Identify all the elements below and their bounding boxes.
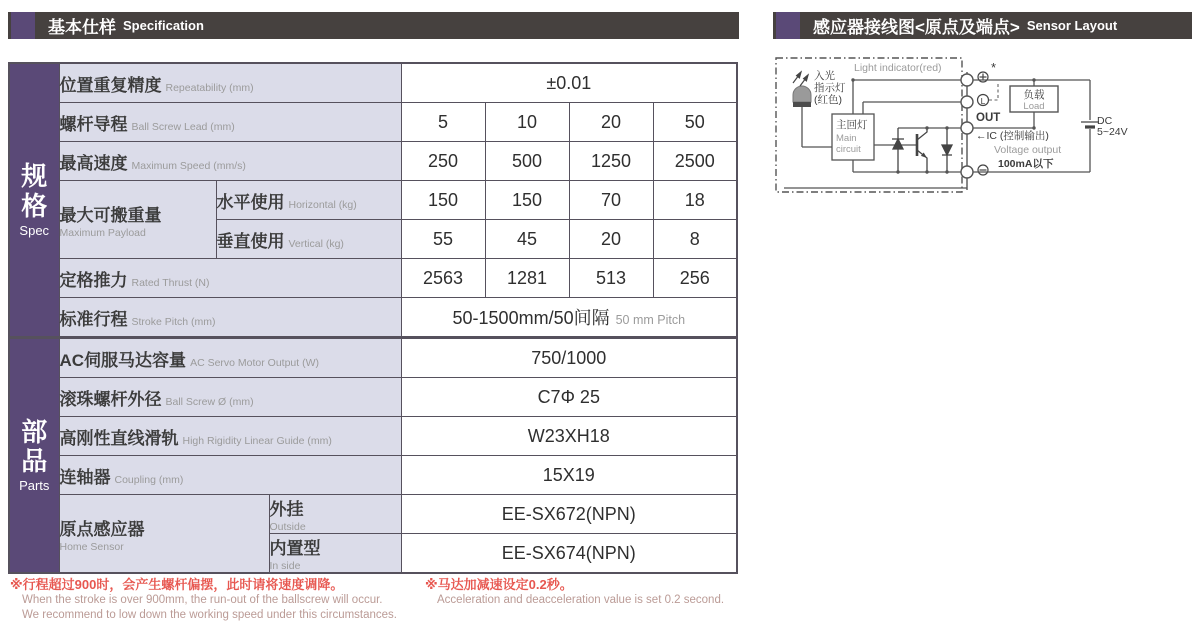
led-label-zh1: 入光 bbox=[814, 70, 835, 82]
value-cell: 150 bbox=[485, 181, 569, 220]
main-circuit-en1: Main bbox=[836, 133, 857, 144]
label-coupling: 连轴器 Coupling (mm) bbox=[59, 456, 401, 495]
led-label-zh3: (红色) bbox=[814, 94, 842, 106]
value-servo-output: 750/1000 bbox=[401, 338, 737, 378]
label-inside: 内置型 In side bbox=[269, 534, 401, 574]
label-max-payload: 最大可搬重量 Maximum Payload bbox=[59, 181, 216, 259]
label-servo-output: AC伺服马达容量 AC Servo Motor Output (W) bbox=[59, 338, 401, 378]
zener-diode-icon bbox=[942, 128, 952, 172]
spec-header-title-en: Specification bbox=[123, 18, 204, 33]
terminal-minus bbox=[961, 166, 973, 178]
led-icon bbox=[793, 86, 811, 107]
value-cell: 513 bbox=[569, 259, 653, 298]
row-max-speed bbox=[9, 142, 737, 181]
value-cell: 500 bbox=[485, 142, 569, 181]
value-stroke-pitch: 50-1500mm/50间隔 50 mm Pitch bbox=[401, 298, 737, 338]
label-rated-thrust: 定格推力 Rated Thrust (N) bbox=[59, 259, 401, 298]
row-home-sensor-outside bbox=[9, 495, 737, 534]
voltage-output-label: Voltage output bbox=[994, 144, 1062, 156]
value-cell: 256 bbox=[653, 259, 737, 298]
footnote-acceleration-en1: Acceleration and deacceleration value is set 0.2 second. bbox=[437, 594, 725, 606]
value-cell: 10 bbox=[485, 103, 569, 142]
footnote-stroke bbox=[10, 576, 397, 623]
terminal-plus bbox=[961, 74, 973, 86]
row-ball-screw-dia bbox=[9, 378, 737, 417]
main-circuit-zh: 主回灯 bbox=[836, 119, 868, 131]
label-outside: 外挂 Outside bbox=[269, 495, 401, 534]
row-coupling bbox=[9, 456, 737, 495]
footnote-stroke-en1: When the stroke is over 900mm, the run-out of the ballscrew will occur. bbox=[22, 594, 383, 606]
load-label-zh: 负载 bbox=[1023, 89, 1045, 101]
value-cell: 45 bbox=[485, 220, 569, 259]
main-circuit-en2: circuit bbox=[836, 144, 861, 155]
row-servo-output bbox=[9, 338, 737, 378]
value-cell: 1250 bbox=[569, 142, 653, 181]
spec-table bbox=[8, 62, 738, 338]
value-coupling: 15X19 bbox=[401, 456, 737, 495]
out-label: OUT bbox=[976, 112, 1001, 124]
dc-label: DC bbox=[1097, 115, 1113, 127]
spec-header-bar bbox=[8, 12, 739, 39]
value-outside-sensor: EE-SX672(NPN) bbox=[401, 495, 737, 534]
dc-voltage-label: 5~24V bbox=[1097, 126, 1128, 138]
incident-light-arrows-icon bbox=[793, 72, 808, 86]
value-cell: 5 bbox=[401, 103, 485, 142]
sidebar-spec: 规 格 Spec bbox=[9, 63, 59, 337]
label-stroke-pitch: 标准行程 Stroke Pitch (mm) bbox=[59, 298, 401, 338]
row-ball-screw-lead bbox=[9, 103, 737, 142]
ic-control-output-label: ←IC (控制输出) bbox=[976, 130, 1049, 142]
minus-symbol-icon bbox=[978, 165, 988, 175]
value-repeatability: ±0.01 bbox=[401, 63, 737, 103]
zener-diode-icon bbox=[892, 128, 904, 172]
value-cell: 250 bbox=[401, 142, 485, 181]
value-ball-screw-dia: C7Φ 25 bbox=[401, 378, 737, 417]
value-cell: 2563 bbox=[401, 259, 485, 298]
value-cell: 150 bbox=[401, 181, 485, 220]
footnote-stroke-zh: ※行程超过900时，会产生螺杆偏摆，此时请将速度调降。 bbox=[10, 577, 344, 592]
footnote-acceleration bbox=[425, 576, 724, 608]
terminal-out bbox=[961, 122, 973, 134]
label-horizontal: 水平使用 Horizontal (kg) bbox=[216, 181, 401, 220]
sensor-header-title-en: Sensor Layout bbox=[1026, 18, 1118, 33]
asterisk-mark: * bbox=[991, 60, 997, 75]
sidebar-parts: 部 品 Parts bbox=[9, 338, 59, 573]
label-home-sensor: 原点感应器 Home Sensor bbox=[59, 495, 269, 574]
light-select-symbol-icon bbox=[978, 95, 989, 106]
row-payload-horizontal bbox=[9, 181, 737, 220]
value-cell: 50 bbox=[653, 103, 737, 142]
label-ball-screw-dia: 滚珠螺杆外径 Ball Screw Ø (mm) bbox=[59, 378, 401, 417]
value-linear-guide: W23XH18 bbox=[401, 417, 737, 456]
spec-header-title-zh: 基本仕样 bbox=[48, 18, 116, 37]
label-max-speed: 最高速度 Maximum Speed (mm/s) bbox=[59, 142, 401, 181]
terminal-light-select bbox=[961, 96, 973, 108]
value-cell: 2500 bbox=[653, 142, 737, 181]
value-cell: 8 bbox=[653, 220, 737, 259]
value-inside-sensor: EE-SX674(NPN) bbox=[401, 534, 737, 574]
label-repeatability: 位置重复精度 Repeatability (mm) bbox=[59, 63, 401, 103]
light-indicator-label: Light indicator(red) bbox=[854, 62, 942, 74]
footnote-stroke-en2: We recommend to low down the working speed under this circumstances. bbox=[22, 609, 397, 621]
value-cell: 20 bbox=[569, 103, 653, 142]
led-label-zh2: 指示灯 bbox=[814, 82, 846, 94]
value-cell: 1281 bbox=[485, 259, 569, 298]
row-repeatability bbox=[9, 63, 737, 103]
value-cell: 55 bbox=[401, 220, 485, 259]
label-linear-guide: 高刚性直线滑轨 High Rigidity Linear Guide (mm) bbox=[59, 417, 401, 456]
sensor-wiring-diagram bbox=[770, 50, 1200, 205]
purple-accent-square bbox=[11, 12, 35, 39]
value-cell: 18 bbox=[653, 181, 737, 220]
load-label-en: Load bbox=[1023, 101, 1045, 112]
row-linear-guide bbox=[9, 417, 737, 456]
transistor-icon bbox=[917, 128, 927, 172]
value-cell: 70 bbox=[569, 181, 653, 220]
value-cell: 20 bbox=[569, 220, 653, 259]
current-limit-label: 100mA以下 bbox=[998, 158, 1054, 170]
parts-table bbox=[8, 337, 738, 574]
row-stroke-pitch bbox=[9, 298, 737, 338]
label-ball-screw-lead: 螺杆导程 Ball Screw Lead (mm) bbox=[59, 103, 401, 142]
sensor-header-bar bbox=[773, 12, 1192, 39]
label-vertical: 垂直使用 Vertical (kg) bbox=[216, 220, 401, 259]
row-rated-thrust bbox=[9, 259, 737, 298]
light-on-select-dashed-wire bbox=[989, 83, 998, 100]
footnote-acceleration-zh: ※马达加减速设定0.2秒。 bbox=[425, 577, 573, 592]
sensor-header-title-zh: 感应器接线图<原点及端点> bbox=[813, 18, 1020, 37]
purple-accent-square bbox=[776, 12, 800, 39]
svg-text:L: L bbox=[980, 95, 986, 106]
